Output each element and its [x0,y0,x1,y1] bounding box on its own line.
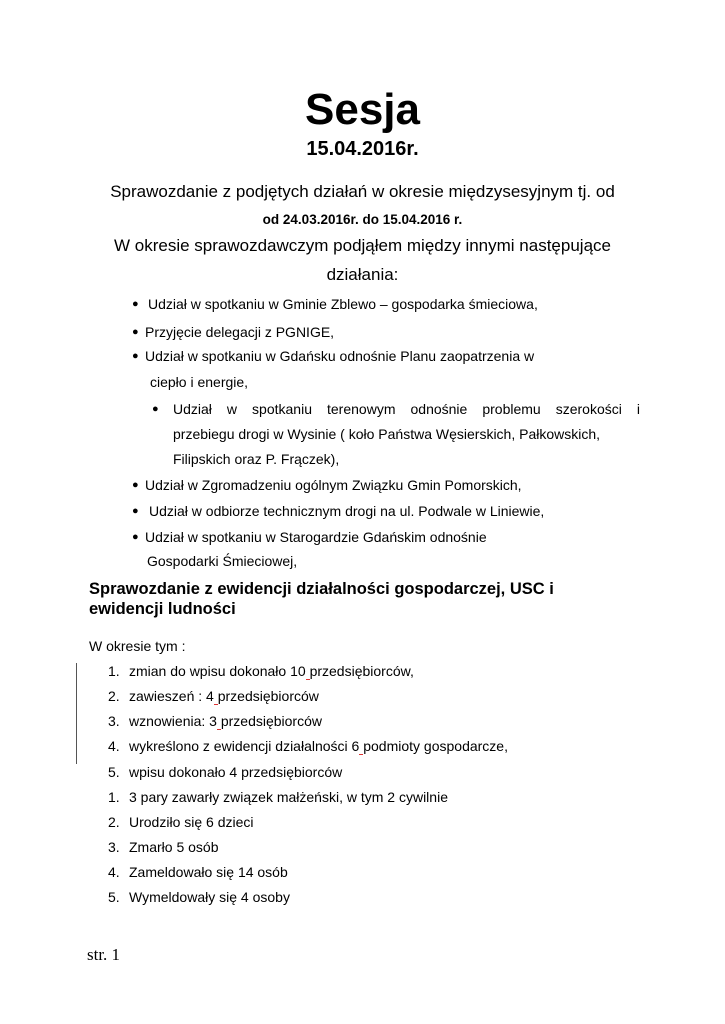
list-item-text-tail: przedsiębiorców, [309,663,414,679]
activity-item-continued: Gospodarki Śmieciowej, [147,553,298,569]
list-item-text-tail: podmioty gospodarcze, [363,738,508,754]
list-number: 5. [108,889,120,905]
activity-item: Udział w odbiorze technicznym drogi na ul. Podwale w Liniewie, [149,503,545,519]
list-item [129,662,414,680]
section-heading: Sprawozdanie z ewidencji działalności gospodarczej, USC i [89,580,554,598]
list-item-text: zmian do wpisu dokonało 10 [129,663,306,679]
period-label: W okresie tym : [89,638,186,654]
document-title: Sesja [305,85,420,134]
list-number: 1. [108,789,120,805]
intro-line-4: działania: [326,265,399,284]
bullet-icon: ● [132,479,139,491]
bullet-icon: ● [132,505,139,517]
list-item-text: wykreślono z ewidencji działalności 6 [129,738,360,754]
list-item-text: wznowienia: 3 [129,713,217,729]
list-item-text-tail: przedsiębiorców [220,713,322,729]
activity-item: Udział w spotkaniu terenowym odnośnie problemu szerokości i [173,401,640,417]
list-item: Zameldowało się 14 osób [129,864,288,880]
list-number: 4. [108,864,120,880]
activity-item: Przyjęcie delegacji z PGNIGE, [145,324,335,340]
list-number: 2. [108,688,120,704]
session-date: 15.04.2016r. [306,138,419,160]
activity-item: Udział w spotkaniu w Starogardzie Gdańskim odnośnie [145,529,487,545]
list-number: 2. [108,814,120,830]
activity-item: Udział w spotkaniu w Gminie Zblewo – gospodarka śmieciowa, [148,296,538,312]
list-item: 3 pary zawarły związek małżeński, w tym 2 cywilnie [129,789,448,805]
list-item [129,712,322,730]
list-number: 3. [108,713,120,729]
intro-period: od 24.03.2016r. do 15.04.2016 r. [262,212,463,227]
list-item: Urodziło się 6 dzieci [129,814,254,830]
bullet-icon: ● [132,298,139,310]
bullet-icon: ● [132,531,139,543]
page-number: str. 1 [87,945,121,964]
change-bar [76,663,77,764]
intro-line-3: W okresie sprawozdawczym podjąłem między innymi następujące [114,236,611,255]
section-heading-continued: ewidencji ludności [89,600,236,618]
intro-line-1: Sprawozdanie z podjętych działań w okresie międzysesyjnym tj. od [110,182,615,201]
list-item: Zmarło 5 osób [129,839,219,855]
bullet-icon: ● [132,350,139,362]
list-number: 4. [108,738,120,754]
bullet-icon: ● [132,326,139,338]
list-number: 3. [108,839,120,855]
list-number: 1. [108,663,120,679]
list-number: 5. [108,764,120,780]
list-item: wpisu dokonało 4 przedsiębiorców [129,764,343,780]
activity-item: Udział w Zgromadzeniu ogólnym Związku Gmin Pomorskich, [145,477,522,493]
list-item-text: zawieszeń : 4 [129,688,214,704]
activity-item: Udział w spotkaniu w Gdańsku odnośnie Planu zaopatrzenia w [145,348,535,364]
list-item: Wymeldowały się 4 osoby [129,889,290,905]
activity-item-continued: ciepło i energie, [150,374,249,390]
activity-item-continued: Filipskich oraz P. Frączek), [173,451,340,467]
bullet-icon: ● [152,403,159,415]
list-item-text-tail: przedsiębiorców [217,688,319,704]
list-item [129,687,319,705]
activity-item-continued: przebiegu drogi w Wysinie ( koło Państwa Węsierskich, Pałkowskich, [173,426,601,442]
list-item [129,737,508,755]
